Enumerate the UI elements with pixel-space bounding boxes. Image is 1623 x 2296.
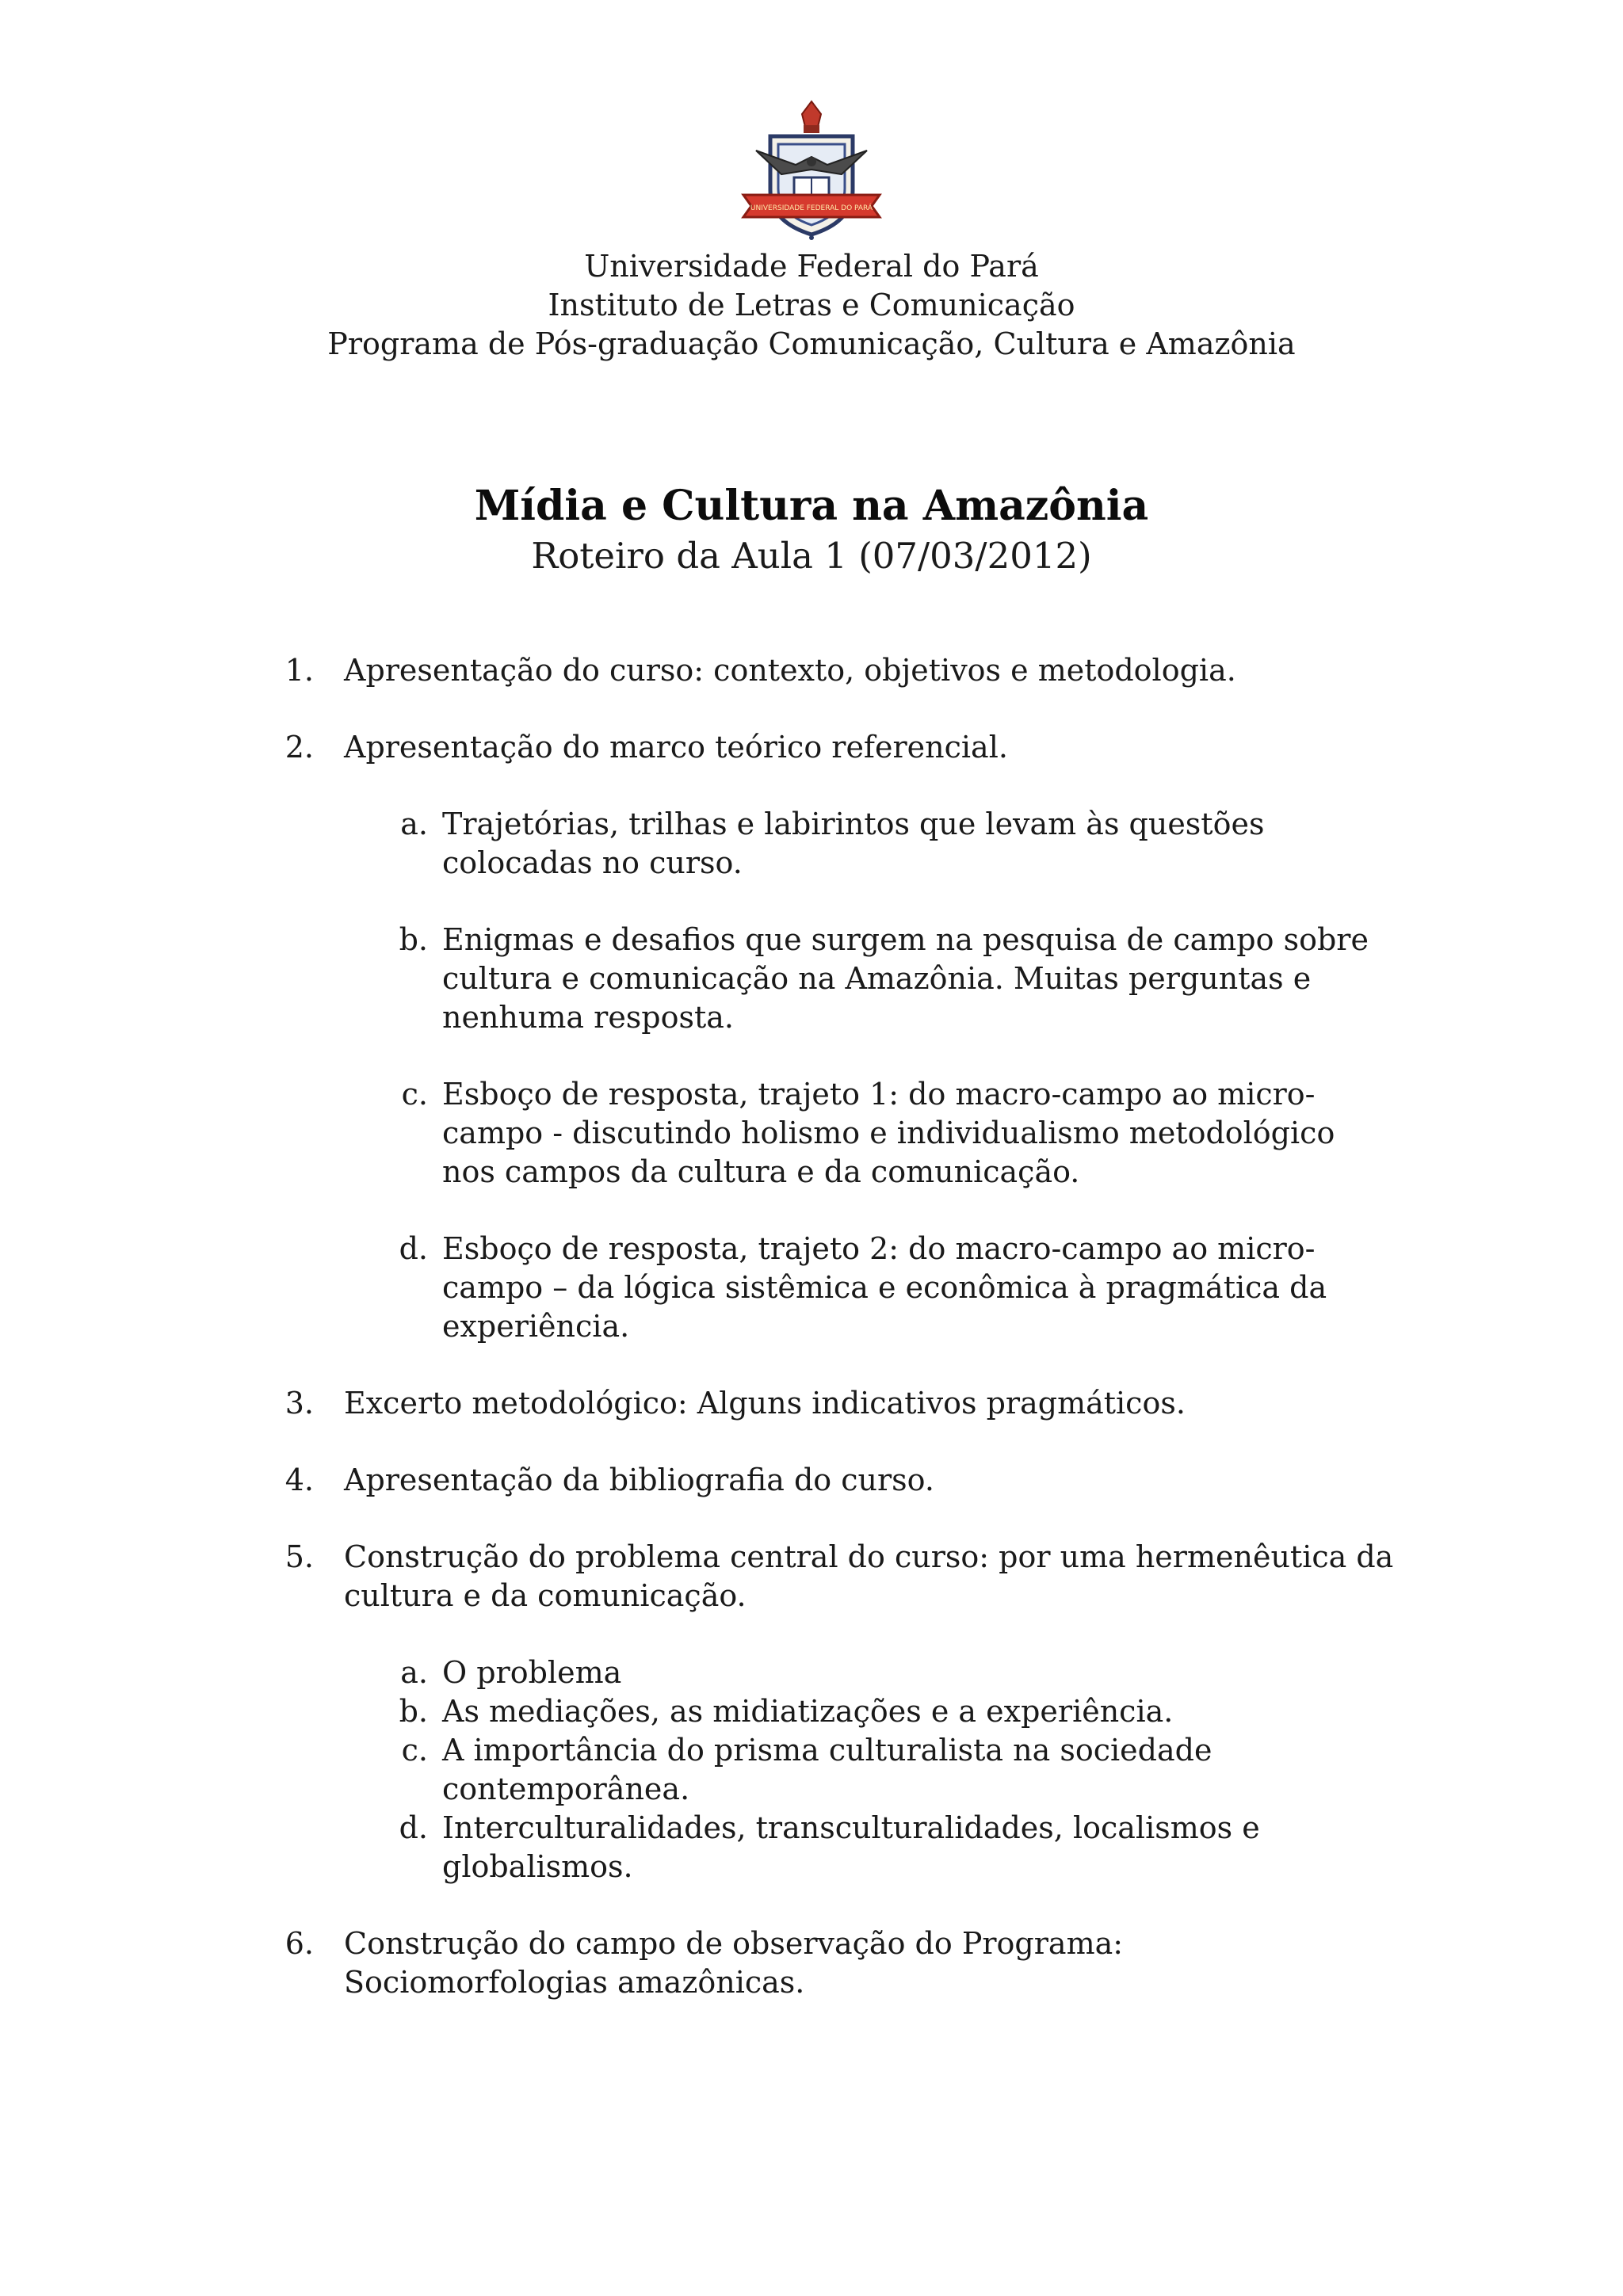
outline-subitem bbox=[285, 1230, 1395, 1346]
university-seal-icon bbox=[732, 95, 891, 246]
outline-item bbox=[285, 1538, 1395, 1615]
subitem-text: A importância do prisma culturalista na sociedade contemporânea. bbox=[442, 1733, 1212, 1806]
document-subtitle: Roteiro da Aula 1 (07/03/2012) bbox=[531, 535, 1092, 577]
item-number: 1. bbox=[285, 653, 314, 688]
item-text: Apresentação do curso: contexto, objetivos e metodologia. bbox=[344, 653, 1236, 688]
subitem-text: Esboço de resposta, trajeto 2: do macro-campo ao micro-campo – da lógica sistêmica e econômica à pragmática da experiência. bbox=[442, 1231, 1327, 1344]
svg-text:UNIVERSIDADE FEDERAL DO PARÁ: UNIVERSIDADE FEDERAL DO PARÁ bbox=[750, 204, 873, 212]
subitem-text: O problema bbox=[442, 1655, 622, 1690]
item-number: 5. bbox=[285, 1539, 314, 1574]
item-number: 2. bbox=[285, 730, 314, 765]
institution-header bbox=[0, 247, 1623, 364]
outline-subitem bbox=[285, 805, 1395, 883]
item-number: 4. bbox=[285, 1463, 314, 1497]
outline-subitem bbox=[285, 1692, 1395, 1731]
document-title: Mídia e Cultura na Amazônia bbox=[474, 482, 1149, 530]
subitem-letter: a. bbox=[400, 807, 428, 841]
item-number: 6. bbox=[285, 1926, 314, 1961]
subitem-text: Esboço de resposta, trajeto 1: do macro-campo ao micro-campo - discutindo holismo e individualismo metodológico nos campos da cultura e da comunicação. bbox=[442, 1077, 1335, 1189]
subitem-letter: b. bbox=[399, 1694, 428, 1729]
subitem-letter: d. bbox=[399, 1810, 428, 1845]
item-text: Excerto metodológico: Alguns indicativos pragmáticos. bbox=[344, 1386, 1186, 1421]
subitem-letter: d. bbox=[399, 1231, 428, 1266]
item-text: Apresentação do marco teórico referencial. bbox=[344, 730, 1008, 765]
subitem-letter: c. bbox=[401, 1077, 428, 1112]
institute-name: Instituto de Letras e Comunicação bbox=[548, 288, 1075, 322]
outline-subitem bbox=[285, 921, 1395, 1037]
outline-item bbox=[285, 1384, 1395, 1423]
outline-item bbox=[285, 728, 1395, 767]
subitem-text: Enigmas e desafios que surgem na pesquisa de campo sobre cultura e comunicação na Amazônia. Muitas perguntas e nenhuma resposta. bbox=[442, 922, 1369, 1035]
item-text: Construção do campo de observação do Programa: Sociomorfologias amazônicas. bbox=[344, 1926, 1124, 2000]
lesson-outline bbox=[285, 651, 1395, 2002]
subitem-letter: c. bbox=[401, 1733, 428, 1768]
item-number: 3. bbox=[285, 1386, 314, 1421]
outline-subitem bbox=[285, 1075, 1395, 1192]
outline-item bbox=[285, 651, 1395, 690]
subitem-text: Trajetórias, trilhas e labirintos que levam às questões colocadas no curso. bbox=[442, 807, 1265, 880]
subitem-text: As mediações, as midiatizações e a experiência. bbox=[442, 1694, 1174, 1729]
subitem-letter: b. bbox=[399, 922, 428, 957]
outline-item bbox=[285, 1924, 1395, 2002]
university-name: Universidade Federal do Pará bbox=[584, 249, 1039, 284]
subitem-letter: a. bbox=[400, 1655, 428, 1690]
program-name: Programa de Pós-graduação Comunicação, Cultura e Amazônia bbox=[327, 326, 1296, 361]
subitem-text: Interculturalidades, transculturalidades, localismos e globalismos. bbox=[442, 1810, 1260, 1884]
outline-subitem bbox=[285, 1809, 1395, 1886]
outline-subitem bbox=[285, 1731, 1395, 1809]
item-text: Apresentação da bibliografia do curso. bbox=[344, 1463, 934, 1497]
outline-item bbox=[285, 1461, 1395, 1500]
item-text: Construção do problema central do curso: por uma hermenêutica da cultura e da comunicação. bbox=[344, 1539, 1394, 1613]
outline-subitem bbox=[285, 1653, 1395, 1692]
